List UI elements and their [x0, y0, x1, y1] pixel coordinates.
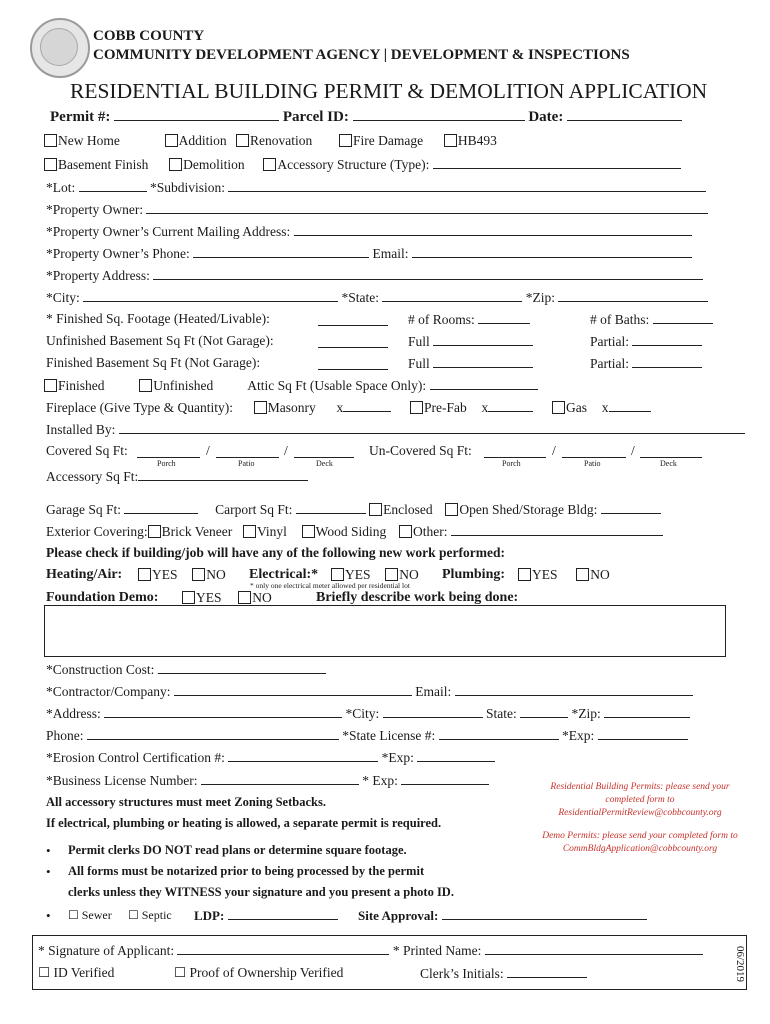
- ownership-verified-option[interactable]: ☐ Proof of Ownership Verified: [174, 965, 344, 980]
- zip-input[interactable]: [558, 289, 708, 302]
- other-input[interactable]: [451, 523, 663, 536]
- enclosed-checkbox[interactable]: [369, 503, 382, 516]
- city-label: *City:: [46, 290, 80, 305]
- license-exp-input[interactable]: [598, 727, 688, 740]
- baths-input[interactable]: [653, 311, 713, 324]
- erosion-exp-input[interactable]: [417, 749, 495, 762]
- subdivision-input[interactable]: [228, 179, 706, 192]
- property-address-label: *Property Address:: [46, 268, 150, 283]
- open-shed-label: Open Shed/Storage Bldg:: [459, 502, 598, 517]
- contractor-city-label: *City:: [345, 706, 380, 721]
- enclosed-label: Enclosed: [383, 502, 433, 517]
- electrical-label: Electrical:*: [249, 567, 319, 582]
- bullet-notarized: All forms must be notarized prior to being processed by the permit: [68, 864, 425, 878]
- date-input[interactable]: [567, 108, 682, 121]
- accessory-sqft-input[interactable]: [138, 468, 308, 481]
- city-input[interactable]: [83, 289, 338, 302]
- electrical-yes-label: YES: [345, 567, 371, 582]
- license-exp-label: *Exp:: [562, 728, 595, 743]
- basement-finish-checkbox[interactable]: [44, 158, 57, 171]
- mailing-label: *Property Owner’s Current Mailing Address:: [46, 224, 291, 239]
- uncovered-deck-caption: Deck: [660, 459, 677, 468]
- plumbing-no-checkbox[interactable]: [576, 568, 589, 581]
- lot-label: *Lot:: [46, 180, 76, 195]
- clerk-initials-input[interactable]: [507, 965, 587, 978]
- gas-checkbox[interactable]: [552, 401, 565, 414]
- brick-checkbox[interactable]: [148, 525, 161, 538]
- basement-finish-label: Basement Finish: [58, 157, 149, 172]
- carport-input[interactable]: [296, 501, 366, 514]
- business-license-label: *Business License Number:: [46, 773, 198, 788]
- demolition-checkbox[interactable]: [169, 158, 182, 171]
- plumbing-yes-label: YES: [532, 567, 558, 582]
- meter-note: * only one electrical meter allowed per residential lot: [250, 581, 410, 590]
- owner-email-input[interactable]: [412, 245, 692, 258]
- open-shed-input[interactable]: [601, 501, 661, 514]
- contractor-address-label: *Address:: [46, 706, 101, 721]
- contractor-state-input[interactable]: [520, 705, 568, 718]
- license-label: *State License #:: [342, 728, 436, 743]
- permit-input[interactable]: [114, 108, 279, 121]
- foundation-no-checkbox[interactable]: [238, 591, 251, 604]
- business-exp-input[interactable]: [401, 772, 489, 785]
- finished-basement-label: Finished Basement Sq Ft (Not Garage):: [46, 355, 261, 370]
- plumbing-label: Plumbing:: [442, 567, 506, 582]
- setbacks-notice: All accessory structures must meet Zoning Setbacks.: [46, 795, 326, 809]
- site-approval-label: Site Approval:: [358, 908, 439, 923]
- electrical-no-label: NO: [399, 567, 419, 582]
- prefab-checkbox[interactable]: [410, 401, 423, 414]
- describe-label: Briefly describe work being done:: [316, 590, 519, 605]
- covered-patio-caption: Patio: [238, 459, 255, 468]
- signature-input[interactable]: [177, 942, 389, 955]
- residential-note-line2: completed form to: [605, 795, 675, 805]
- slash-2: /: [284, 443, 288, 458]
- printed-name-label: * Printed Name:: [392, 943, 482, 958]
- hb493-checkbox[interactable]: [444, 134, 457, 147]
- separate-permit-notice: If electrical, plumbing or heating is allowed, a separate permit is required.: [46, 816, 442, 830]
- full-label-2: Full: [408, 356, 430, 371]
- fire-damage-checkbox[interactable]: [339, 134, 352, 147]
- other-checkbox[interactable]: [399, 525, 412, 538]
- new-home-checkbox[interactable]: [44, 134, 57, 147]
- finished-basement-input[interactable]: [318, 357, 388, 370]
- id-verified-option[interactable]: ☐ ID Verified: [38, 965, 115, 980]
- garage-input[interactable]: [124, 501, 198, 514]
- covered-label: Covered Sq Ft:: [46, 443, 128, 458]
- covered-patio-input[interactable]: [216, 445, 279, 458]
- other-label: Other:: [412, 524, 448, 539]
- contractor-address-input[interactable]: [104, 705, 342, 718]
- demolition-label: Demolition: [183, 157, 245, 172]
- attic-input[interactable]: [430, 377, 538, 390]
- brick-label: Brick Veneer: [161, 524, 233, 539]
- partial-input[interactable]: [632, 333, 702, 346]
- owner-phone-input[interactable]: [193, 245, 369, 258]
- form-version: 06/2019: [734, 945, 747, 983]
- property-address-input[interactable]: [153, 267, 703, 280]
- county-name: COBB COUNTY: [93, 28, 205, 44]
- contractor-city-input[interactable]: [383, 705, 483, 718]
- garage-label: Garage Sq Ft:: [46, 502, 121, 517]
- masonry-x: x: [336, 400, 344, 415]
- addition-label: Addition: [178, 133, 227, 148]
- slash-4: /: [631, 443, 635, 458]
- masonry-qty-input[interactable]: [343, 399, 391, 412]
- foundation-label: Foundation Demo:: [46, 590, 159, 605]
- heating-no-checkbox[interactable]: [192, 568, 205, 581]
- business-license-input[interactable]: [201, 772, 359, 785]
- business-exp-label: * Exp:: [362, 773, 398, 788]
- prefab-qty-input[interactable]: [488, 399, 533, 412]
- plumbing-yes-checkbox[interactable]: [518, 568, 531, 581]
- plumbing-no-label: NO: [590, 567, 610, 582]
- ldp-label: LDP:: [194, 908, 225, 923]
- accessory-checkbox[interactable]: [263, 158, 276, 171]
- ldp-input[interactable]: [228, 907, 338, 920]
- fire-damage-label: Fire Damage: [353, 133, 424, 148]
- erosion-input[interactable]: [228, 749, 378, 762]
- erosion-exp-label: *Exp:: [381, 750, 414, 765]
- bullet-dot-2: •: [46, 864, 51, 879]
- clerk-initials-label: Clerk’s Initials:: [420, 966, 504, 981]
- renovation-checkbox[interactable]: [236, 134, 249, 147]
- cost-label: *Construction Cost:: [46, 662, 155, 677]
- masonry-checkbox[interactable]: [254, 401, 267, 414]
- parcel-input[interactable]: [353, 108, 525, 121]
- gas-x: x: [601, 400, 609, 415]
- attic-label: Attic Sq Ft (Usable Space Only):: [247, 378, 427, 393]
- covered-porch-input[interactable]: [137, 445, 200, 458]
- uncovered-patio-caption: Patio: [584, 459, 601, 468]
- lot-input[interactable]: [79, 179, 147, 192]
- gas-qty-input[interactable]: [609, 399, 651, 412]
- work-question: Please check if building/job will have any of the following new work performed:: [46, 545, 505, 560]
- unfinished-option-label: Unfinished: [153, 378, 214, 393]
- installed-by-label: Installed By:: [46, 422, 116, 437]
- accessory-sqft-label: Accessory Sq Ft:: [46, 469, 139, 484]
- bullet-dot-3: •: [46, 908, 51, 923]
- heating-yes-checkbox[interactable]: [138, 568, 151, 581]
- accessory-type-input[interactable]: [433, 156, 681, 169]
- masonry-label: Masonry: [267, 400, 316, 415]
- owner-phone-label: *Property Owner’s Phone:: [46, 246, 190, 261]
- state-label: *State:: [341, 290, 380, 305]
- partial-label: Partial:: [590, 334, 629, 349]
- owner-email-label: Email:: [372, 246, 409, 261]
- full-input[interactable]: [433, 333, 533, 346]
- finished-sqft-input[interactable]: [318, 313, 388, 326]
- mailing-input[interactable]: [294, 223, 692, 236]
- vinyl-label: Vinyl: [256, 524, 287, 539]
- printed-name-input[interactable]: [485, 942, 703, 955]
- site-approval-input[interactable]: [442, 907, 647, 920]
- county-seal: [30, 18, 90, 78]
- new-home-label: New Home: [58, 133, 120, 148]
- erosion-label: *Erosion Control Certification #:: [46, 750, 225, 765]
- uncovered-patio-input[interactable]: [562, 445, 626, 458]
- contractor-email-input[interactable]: [455, 683, 693, 696]
- demo-note-line1: Demo Permits: please send your completed form to: [542, 831, 738, 841]
- contractor-state-label: State:: [486, 706, 517, 721]
- heating-no-label: NO: [206, 567, 226, 582]
- company-input[interactable]: [174, 683, 412, 696]
- unfinished-checkbox[interactable]: [139, 379, 152, 392]
- fireplace-label: Fireplace (Give Type & Quantity):: [46, 400, 234, 415]
- contractor-email-label: Email:: [415, 684, 452, 699]
- zip-label: *Zip:: [525, 290, 556, 305]
- contractor-phone-input[interactable]: [87, 727, 339, 740]
- bullet-dot-1: •: [46, 843, 51, 858]
- accessory-label: Accessory Structure (Type):: [277, 157, 430, 172]
- parcel-label: Parcel ID:: [282, 109, 349, 125]
- rooms-input[interactable]: [478, 311, 530, 324]
- agency-name: COMMUNITY DEVELOPMENT AGENCY | DEVELOPMENT & INSPECTIONS: [93, 47, 630, 63]
- license-input[interactable]: [439, 727, 559, 740]
- wood-siding-checkbox[interactable]: [302, 525, 315, 538]
- electrical-no-checkbox[interactable]: [385, 568, 398, 581]
- foundation-no-label: NO: [252, 590, 272, 605]
- permit-label: Permit #:: [50, 109, 111, 125]
- bullet-plans: Permit clerks DO NOT read plans or determine square footage.: [68, 843, 407, 857]
- heating-label: Heating/Air:: [46, 567, 123, 582]
- finished-sqft-label: * Finished Sq. Footage (Heated/Livable):: [46, 311, 270, 326]
- uncovered-porch-caption: Porch: [502, 459, 521, 468]
- covered-deck-input[interactable]: [294, 445, 354, 458]
- hb493-label: HB493: [457, 133, 497, 148]
- addition-checkbox[interactable]: [165, 134, 178, 147]
- owner-label: *Property Owner:: [46, 202, 144, 217]
- gas-label: Gas: [566, 400, 588, 415]
- wood-siding-label: Wood Siding: [315, 524, 387, 539]
- full-label: Full: [408, 334, 430, 349]
- rooms-label: # of Rooms:: [408, 312, 475, 327]
- subdivision-label: *Subdivision:: [150, 180, 226, 195]
- residential-note-email[interactable]: ResidentialPermitReview@cobbcounty.org: [558, 808, 722, 818]
- exterior-label: Exterior Covering:: [46, 524, 148, 539]
- full-input-2[interactable]: [433, 355, 533, 368]
- open-shed-checkbox[interactable]: [445, 503, 458, 516]
- cost-input[interactable]: [158, 661, 326, 674]
- slash-1: /: [206, 443, 210, 458]
- uncovered-label: Un-Covered Sq Ft:: [369, 443, 472, 458]
- company-label: *Contractor/Company:: [46, 684, 171, 699]
- partial-label-2: Partial:: [590, 356, 629, 371]
- prefab-label: Pre-Fab: [424, 400, 467, 415]
- foundation-yes-label: YES: [196, 590, 222, 605]
- contractor-phone-label: Phone:: [46, 728, 84, 743]
- work-description-box[interactable]: [44, 605, 726, 657]
- electrical-yes-checkbox[interactable]: [331, 568, 344, 581]
- renovation-label: Renovation: [250, 133, 313, 148]
- contractor-zip-input[interactable]: [604, 705, 690, 718]
- covered-porch-caption: Porch: [157, 459, 176, 468]
- carport-label: Carport Sq Ft:: [215, 502, 293, 517]
- finished-checkbox[interactable]: [44, 379, 57, 392]
- heating-yes-label: YES: [152, 567, 178, 582]
- covered-deck-caption: Deck: [316, 459, 333, 468]
- unfinished-basement-input[interactable]: [318, 335, 388, 348]
- partial-input-2[interactable]: [632, 355, 702, 368]
- prefab-x: x: [481, 400, 489, 415]
- bullet-notarized-cont: clerks unless they WITNESS your signature and you present a photo ID.: [68, 885, 454, 899]
- demo-note-email[interactable]: CommBldgApplication@cobbcounty.org: [562, 844, 718, 854]
- uncovered-deck-input[interactable]: [640, 445, 702, 458]
- finished-option-label: Finished: [58, 378, 105, 393]
- contractor-zip-label: *Zip:: [571, 706, 601, 721]
- unfinished-basement-label: Unfinished Basement Sq Ft (Not Garage):: [46, 333, 274, 348]
- date-label: Date:: [528, 109, 564, 125]
- uncovered-porch-input[interactable]: [484, 445, 546, 458]
- sewer-option[interactable]: ☐ Sewer: [68, 908, 112, 922]
- form-title: RESIDENTIAL BUILDING PERMIT & DEMOLITION APPLICATION: [70, 79, 708, 103]
- signature-label: * Signature of Applicant:: [38, 943, 175, 958]
- slash-3: /: [552, 443, 556, 458]
- baths-label: # of Baths:: [590, 312, 650, 327]
- installed-by-input[interactable]: [119, 421, 745, 434]
- residential-note-line1: Residential Building Permits: please send your: [550, 782, 730, 792]
- state-input[interactable]: [382, 289, 522, 302]
- foundation-yes-checkbox[interactable]: [182, 591, 195, 604]
- vinyl-checkbox[interactable]: [243, 525, 256, 538]
- owner-input[interactable]: [146, 201, 708, 214]
- septic-option[interactable]: ☐ Septic: [128, 908, 172, 922]
